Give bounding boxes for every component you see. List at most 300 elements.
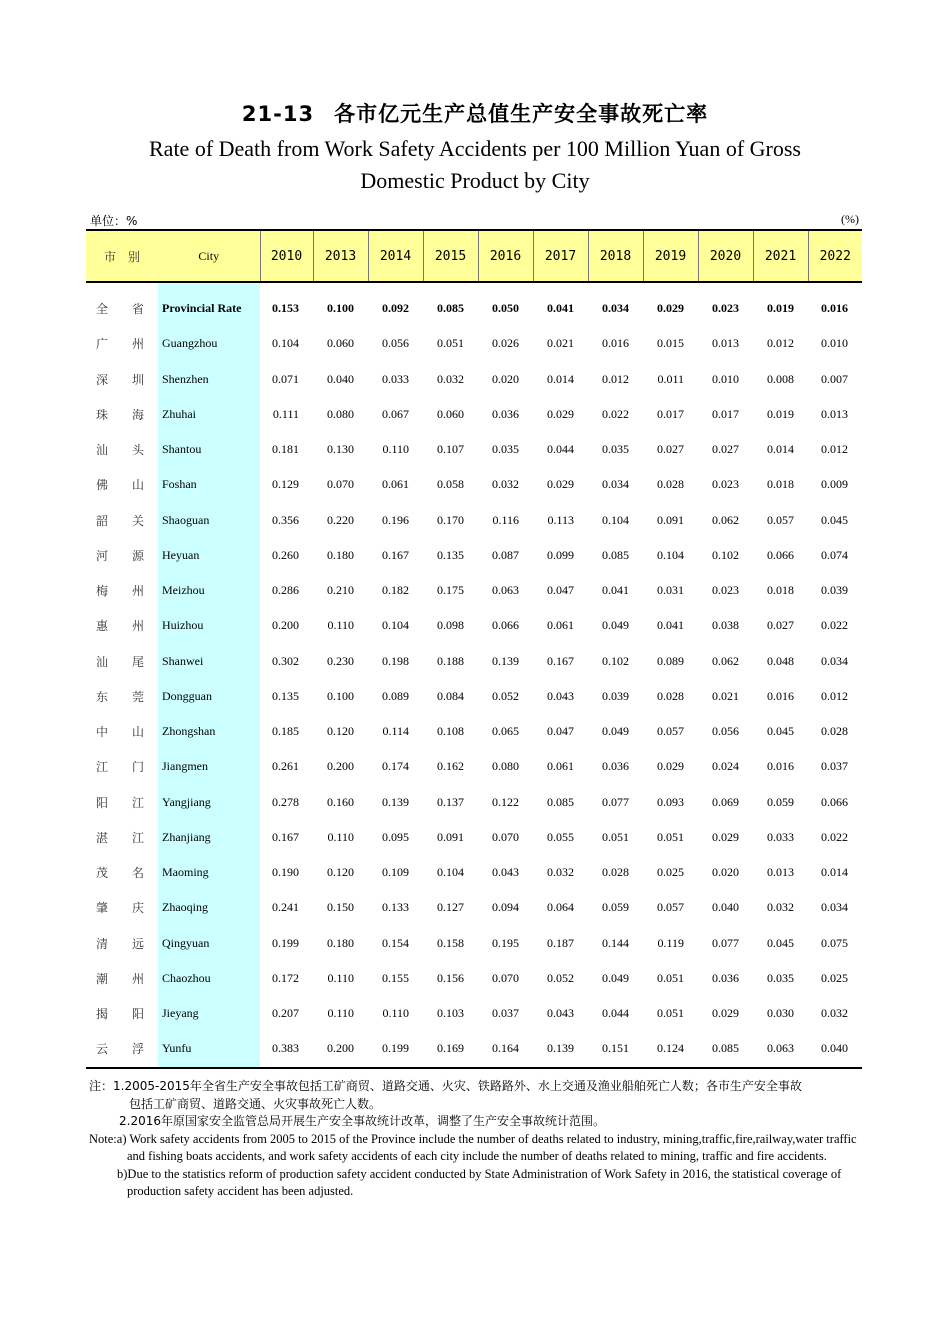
value-cell (533, 397, 588, 432)
rate-value: 0.051 (437, 336, 464, 351)
rate-value: 0.022 (602, 406, 629, 421)
rate-value: 0.051 (657, 970, 684, 985)
rate-value: 0.167 (382, 547, 409, 562)
rate-value: 0.020 (492, 371, 519, 386)
city-name-zh1: 东 (96, 689, 109, 704)
rate-value: 0.200 (272, 618, 299, 633)
city-name-zh1: 云 (86, 1031, 122, 1067)
value-cell (588, 714, 643, 749)
rate-value: 0.048 (767, 653, 794, 668)
header-year: 2014 (368, 230, 423, 282)
value-cell (478, 503, 533, 538)
value-cell (643, 996, 698, 1031)
rate-value: 0.019 (767, 301, 794, 316)
city-name-zh2: 头 (131, 443, 144, 458)
city-name-zh1: 梅 (96, 584, 109, 599)
value-cell (808, 467, 862, 502)
note-en-a: Note:a) Work safety accidents from 2005 to 2015 of the Province include the number of deaths related to industry, mining,traffic,fire,railway,water traffic and fishing boats accidents, and work safety accidents of each city include the number of deaths related to mining, traffic and fire accidents. (89, 1131, 857, 1163)
city-name-zh1: 广 (96, 337, 109, 352)
value-cell (313, 785, 368, 820)
note-en-b: b)Due to the statistics reform of production safety accident conducted by State Administration of Work Safety in 2016, the statistical coverage of production safety accident has been adjusted. (117, 1166, 842, 1198)
rate-value: 0.016 (767, 759, 794, 774)
city-name-en: Huizhou (158, 608, 260, 643)
rate-value: 0.012 (821, 442, 848, 457)
value-cell (753, 362, 808, 397)
rate-value: 0.107 (437, 442, 464, 457)
value-cell (533, 573, 588, 608)
value-cell (698, 432, 753, 467)
rate-value: 0.008 (767, 371, 794, 386)
city-name-en: Qingyuan (158, 926, 260, 961)
rate-value: 0.170 (437, 512, 464, 527)
value-cell (313, 291, 368, 326)
city-name-zh2: 尾 (131, 654, 144, 669)
rate-value: 0.021 (712, 688, 739, 703)
rate-value: 0.022 (821, 829, 848, 844)
rate-value: 0.032 (437, 371, 464, 386)
rate-value: 0.034 (602, 301, 629, 316)
rate-value: 0.057 (657, 724, 684, 739)
value-cell (313, 432, 368, 467)
rate-value: 0.051 (657, 1006, 684, 1021)
city-name-en: Zhaoqing (158, 890, 260, 925)
value-cell (478, 1031, 533, 1067)
rate-value: 0.018 (767, 477, 794, 492)
title-english-line2: Domestic Product by City (360, 168, 590, 193)
rate-value: 0.062 (712, 512, 739, 527)
rate-value: 0.085 (712, 1041, 739, 1056)
value-cell (313, 362, 368, 397)
value-cell (478, 644, 533, 679)
rate-value: 0.135 (437, 547, 464, 562)
rate-value: 0.016 (821, 301, 848, 316)
city-name-zh2: 省 (131, 302, 144, 317)
rate-value: 0.023 (712, 301, 739, 316)
value-cell (698, 573, 753, 608)
header-year: 2022 (808, 230, 862, 282)
value-cell (588, 855, 643, 890)
rate-value: 0.035 (492, 442, 519, 457)
city-name-zh1: 汕 (96, 654, 109, 669)
value-cell (478, 749, 533, 784)
rate-value: 0.060 (327, 336, 354, 351)
city-name-en: Foshan (158, 467, 260, 502)
rate-value: 0.095 (382, 829, 409, 844)
rate-value: 0.040 (821, 1041, 848, 1056)
city-name-en: Dongguan (158, 679, 260, 714)
value-cell (423, 855, 478, 890)
rate-value: 0.070 (327, 477, 354, 492)
value-cell (698, 608, 753, 643)
table-row (86, 855, 862, 890)
note-zh-2: 2.2016年原国家安全监管总局开展生产安全事故统计改革，调整了生产安全事故统计范围。 (119, 1114, 605, 1128)
value-cell (753, 608, 808, 643)
city-name-zh1: 惠 (96, 619, 109, 634)
value-cell (588, 996, 643, 1031)
rate-value: 0.015 (657, 336, 684, 351)
value-cell (698, 820, 753, 855)
rate-value: 0.210 (327, 583, 354, 598)
rate-value: 0.102 (712, 547, 739, 562)
value-cell (753, 326, 808, 361)
rate-value: 0.111 (272, 406, 299, 421)
value-cell (368, 855, 423, 890)
value-cell (478, 538, 533, 573)
city-name-zh2: 浮 (122, 1031, 158, 1067)
value-cell (260, 467, 313, 502)
rate-value: 0.027 (712, 442, 739, 457)
city-name-zh1: 湛 (96, 830, 109, 845)
value-cell (588, 679, 643, 714)
value-cell (368, 432, 423, 467)
rate-value: 0.182 (382, 583, 409, 598)
value-cell (313, 961, 368, 996)
rate-value: 0.012 (602, 371, 629, 386)
value-cell (588, 467, 643, 502)
value-cell (368, 714, 423, 749)
value-cell (808, 855, 862, 890)
value-cell (588, 291, 643, 326)
rate-value: 0.174 (382, 759, 409, 774)
city-name-zh2: 州 (131, 584, 144, 599)
header-city-zh1: 市 (86, 230, 122, 282)
value-cell (588, 538, 643, 573)
value-cell (698, 538, 753, 573)
value-cell (478, 467, 533, 502)
city-name-en: Zhanjiang (158, 820, 260, 855)
value-cell (753, 855, 808, 890)
table-row (86, 538, 862, 573)
value-cell (478, 573, 533, 608)
value-cell (368, 362, 423, 397)
rate-value: 0.071 (272, 371, 299, 386)
value-cell (478, 820, 533, 855)
rate-value: 0.190 (272, 865, 299, 880)
value-cell (808, 890, 862, 925)
value-cell (588, 1031, 643, 1067)
city-name-en: Shenzhen (158, 362, 260, 397)
rate-value: 0.043 (547, 688, 574, 703)
header-year: 2019 (643, 230, 698, 282)
value-cell (260, 644, 313, 679)
rate-value: 0.028 (657, 688, 684, 703)
table-row (86, 820, 862, 855)
value-cell (808, 820, 862, 855)
rate-value: 0.139 (382, 794, 409, 809)
rate-value: 0.092 (382, 301, 409, 316)
city-name-zh2: 阳 (131, 1007, 144, 1022)
value-cell (808, 291, 862, 326)
rate-value: 0.099 (547, 547, 574, 562)
header-year: 2016 (478, 230, 533, 282)
rate-value: 0.110 (382, 442, 409, 457)
value-cell (643, 503, 698, 538)
rate-value: 0.110 (327, 618, 354, 633)
table-row (86, 785, 862, 820)
value-cell (313, 503, 368, 538)
value-cell (753, 467, 808, 502)
city-name-en: Shanwei (158, 644, 260, 679)
rate-value: 0.085 (602, 547, 629, 562)
value-cell (698, 679, 753, 714)
rate-value: 0.139 (547, 1041, 574, 1056)
rate-value: 0.198 (382, 653, 409, 668)
rate-value: 0.124 (657, 1041, 684, 1056)
rate-value: 0.061 (547, 759, 574, 774)
rate-value: 0.032 (767, 900, 794, 915)
value-cell (260, 785, 313, 820)
value-cell (808, 1031, 862, 1067)
rate-value: 0.077 (602, 794, 629, 809)
rate-value: 0.009 (821, 477, 848, 492)
value-cell (313, 538, 368, 573)
rate-value: 0.089 (657, 653, 684, 668)
unit-label-english: (%) (841, 212, 859, 226)
value-cell (698, 890, 753, 925)
city-name-zh1: 肇 (96, 901, 109, 916)
rate-value: 0.153 (272, 301, 299, 316)
city-name-zh1: 珠 (96, 407, 109, 422)
value-cell (478, 432, 533, 467)
value-cell (588, 926, 643, 961)
value-cell (533, 538, 588, 573)
value-cell (260, 432, 313, 467)
rate-value: 0.172 (272, 970, 299, 985)
rate-value: 0.014 (767, 442, 794, 457)
value-cell (588, 326, 643, 361)
rate-value: 0.070 (492, 829, 519, 844)
city-name-zh1: 江 (96, 760, 109, 775)
value-cell (753, 785, 808, 820)
rate-value: 0.026 (492, 336, 519, 351)
rate-value: 0.049 (602, 724, 629, 739)
value-cell (313, 326, 368, 361)
rate-value: 0.241 (272, 900, 299, 915)
rate-value: 0.122 (492, 794, 519, 809)
rate-value: 0.104 (382, 618, 409, 633)
rate-value: 0.130 (327, 442, 354, 457)
value-cell (753, 1031, 808, 1067)
value-cell (478, 679, 533, 714)
table-row (86, 362, 862, 397)
rate-value: 0.084 (437, 688, 464, 703)
table-row (86, 397, 862, 432)
rate-value: 0.160 (327, 794, 354, 809)
rate-value: 0.036 (492, 406, 519, 421)
rate-value: 0.151 (602, 1041, 629, 1056)
rate-value: 0.055 (547, 829, 574, 844)
city-name-zh2: 门 (131, 760, 144, 775)
value-cell (368, 1031, 423, 1067)
rate-value: 0.127 (437, 900, 464, 915)
city-name-zh2: 山 (131, 725, 144, 740)
value-cell (260, 961, 313, 996)
rate-value: 0.199 (272, 935, 299, 950)
rate-value: 0.110 (382, 1006, 409, 1021)
rate-value: 0.167 (547, 653, 574, 668)
value-cell (260, 749, 313, 784)
rate-value: 0.025 (821, 970, 848, 985)
value-cell (588, 644, 643, 679)
value-cell (423, 503, 478, 538)
rate-value: 0.011 (657, 371, 684, 386)
rate-value: 0.031 (657, 583, 684, 598)
value-cell (808, 397, 862, 432)
rate-value: 0.185 (272, 724, 299, 739)
value-cell (533, 855, 588, 890)
header-year: 2015 (423, 230, 478, 282)
value-cell (643, 538, 698, 573)
value-cell (753, 503, 808, 538)
header-city-en: City (158, 230, 260, 282)
rate-value: 0.261 (272, 759, 299, 774)
value-cell (260, 608, 313, 643)
city-name-zh1: 潮 (96, 971, 109, 986)
city-name-zh2: 州 (131, 971, 144, 986)
city-name-zh1: 汕 (96, 443, 109, 458)
rate-value: 0.028 (602, 865, 629, 880)
value-cell (533, 749, 588, 784)
value-cell (423, 785, 478, 820)
value-cell (368, 926, 423, 961)
value-cell (698, 749, 753, 784)
rate-value: 0.007 (821, 371, 848, 386)
table-row (86, 326, 862, 361)
rate-value: 0.139 (492, 653, 519, 668)
rate-value: 0.025 (657, 865, 684, 880)
value-cell (313, 890, 368, 925)
rate-value: 0.013 (767, 865, 794, 880)
rate-value: 0.029 (547, 406, 574, 421)
value-cell (368, 749, 423, 784)
city-name-en: Yunfu (158, 1031, 260, 1067)
value-cell (808, 326, 862, 361)
value-cell (643, 820, 698, 855)
value-cell (753, 432, 808, 467)
rate-value: 0.049 (602, 618, 629, 633)
rate-value: 0.014 (547, 371, 574, 386)
value-cell (533, 996, 588, 1031)
city-name-en: Meizhou (158, 573, 260, 608)
rate-value: 0.014 (821, 865, 848, 880)
value-cell (588, 749, 643, 784)
rate-value: 0.187 (547, 935, 574, 950)
city-name-zh2: 源 (131, 548, 144, 563)
rate-value: 0.030 (767, 1006, 794, 1021)
rate-value: 0.013 (712, 336, 739, 351)
rate-value: 0.039 (821, 583, 848, 598)
value-cell (368, 996, 423, 1031)
value-cell (368, 820, 423, 855)
rate-value: 0.110 (327, 1006, 354, 1021)
value-cell (423, 608, 478, 643)
value-cell (643, 714, 698, 749)
value-cell (313, 397, 368, 432)
rate-value: 0.230 (327, 653, 354, 668)
value-cell (368, 467, 423, 502)
value-cell (533, 714, 588, 749)
rate-value: 0.070 (492, 970, 519, 985)
rate-value: 0.162 (437, 759, 464, 774)
rate-value: 0.050 (492, 301, 519, 316)
city-name-zh2: 圳 (131, 372, 144, 387)
city-name-zh1: 揭 (96, 1007, 109, 1022)
value-cell (533, 467, 588, 502)
value-cell (698, 291, 753, 326)
rate-value: 0.180 (327, 935, 354, 950)
city-name-zh1: 中 (96, 725, 109, 740)
rate-value: 0.129 (272, 477, 299, 492)
value-cell (478, 608, 533, 643)
rate-value: 0.098 (437, 618, 464, 633)
table-row (86, 890, 862, 925)
value-cell (313, 996, 368, 1031)
value-cell (423, 890, 478, 925)
rate-value: 0.047 (547, 583, 574, 598)
rate-value: 0.044 (547, 442, 574, 457)
rate-value: 0.016 (602, 336, 629, 351)
rate-value: 0.029 (657, 759, 684, 774)
value-cell (368, 397, 423, 432)
city-name-zh1: 全 (96, 302, 109, 317)
value-cell (260, 573, 313, 608)
rate-value: 0.110 (327, 829, 354, 844)
value-cell (643, 926, 698, 961)
header-year: 2010 (260, 230, 313, 282)
rate-value: 0.018 (767, 583, 794, 598)
value-cell (643, 961, 698, 996)
value-cell (260, 362, 313, 397)
value-cell (368, 644, 423, 679)
value-cell (533, 291, 588, 326)
rate-value: 0.033 (382, 371, 409, 386)
rate-value: 0.080 (327, 406, 354, 421)
rate-value: 0.027 (657, 442, 684, 457)
value-cell (478, 785, 533, 820)
value-cell (423, 326, 478, 361)
rate-value: 0.104 (437, 865, 464, 880)
city-name-en: Chaozhou (158, 961, 260, 996)
rate-value: 0.075 (821, 935, 848, 950)
rate-value: 0.044 (602, 1006, 629, 1021)
value-cell (260, 291, 313, 326)
value-cell (423, 679, 478, 714)
header-row (86, 230, 862, 282)
value-cell (643, 573, 698, 608)
value-cell (643, 1031, 698, 1067)
title-english-line1: Rate of Death from Work Safety Accidents per 100 Million Yuan of Gross (149, 136, 801, 161)
value-cell (260, 855, 313, 890)
value-cell (753, 573, 808, 608)
value-cell (313, 855, 368, 890)
rate-value: 0.056 (712, 724, 739, 739)
note-zh-1-cont: 包括工矿商贸、道路交通、火灾事故死亡人数。 (129, 1096, 382, 1111)
rate-value: 0.155 (382, 970, 409, 985)
value-cell (753, 749, 808, 784)
city-name-zh1: 韶 (96, 513, 109, 528)
unit-label-chinese: 单位：% (90, 214, 138, 228)
value-cell (753, 996, 808, 1031)
value-cell (698, 855, 753, 890)
rate-value: 0.104 (272, 336, 299, 351)
rate-value: 0.028 (657, 477, 684, 492)
value-cell (478, 714, 533, 749)
table-row (86, 1031, 862, 1067)
table-row (86, 714, 862, 749)
rate-value: 0.058 (437, 477, 464, 492)
rate-value: 0.064 (547, 900, 574, 915)
rate-value: 0.039 (602, 688, 629, 703)
